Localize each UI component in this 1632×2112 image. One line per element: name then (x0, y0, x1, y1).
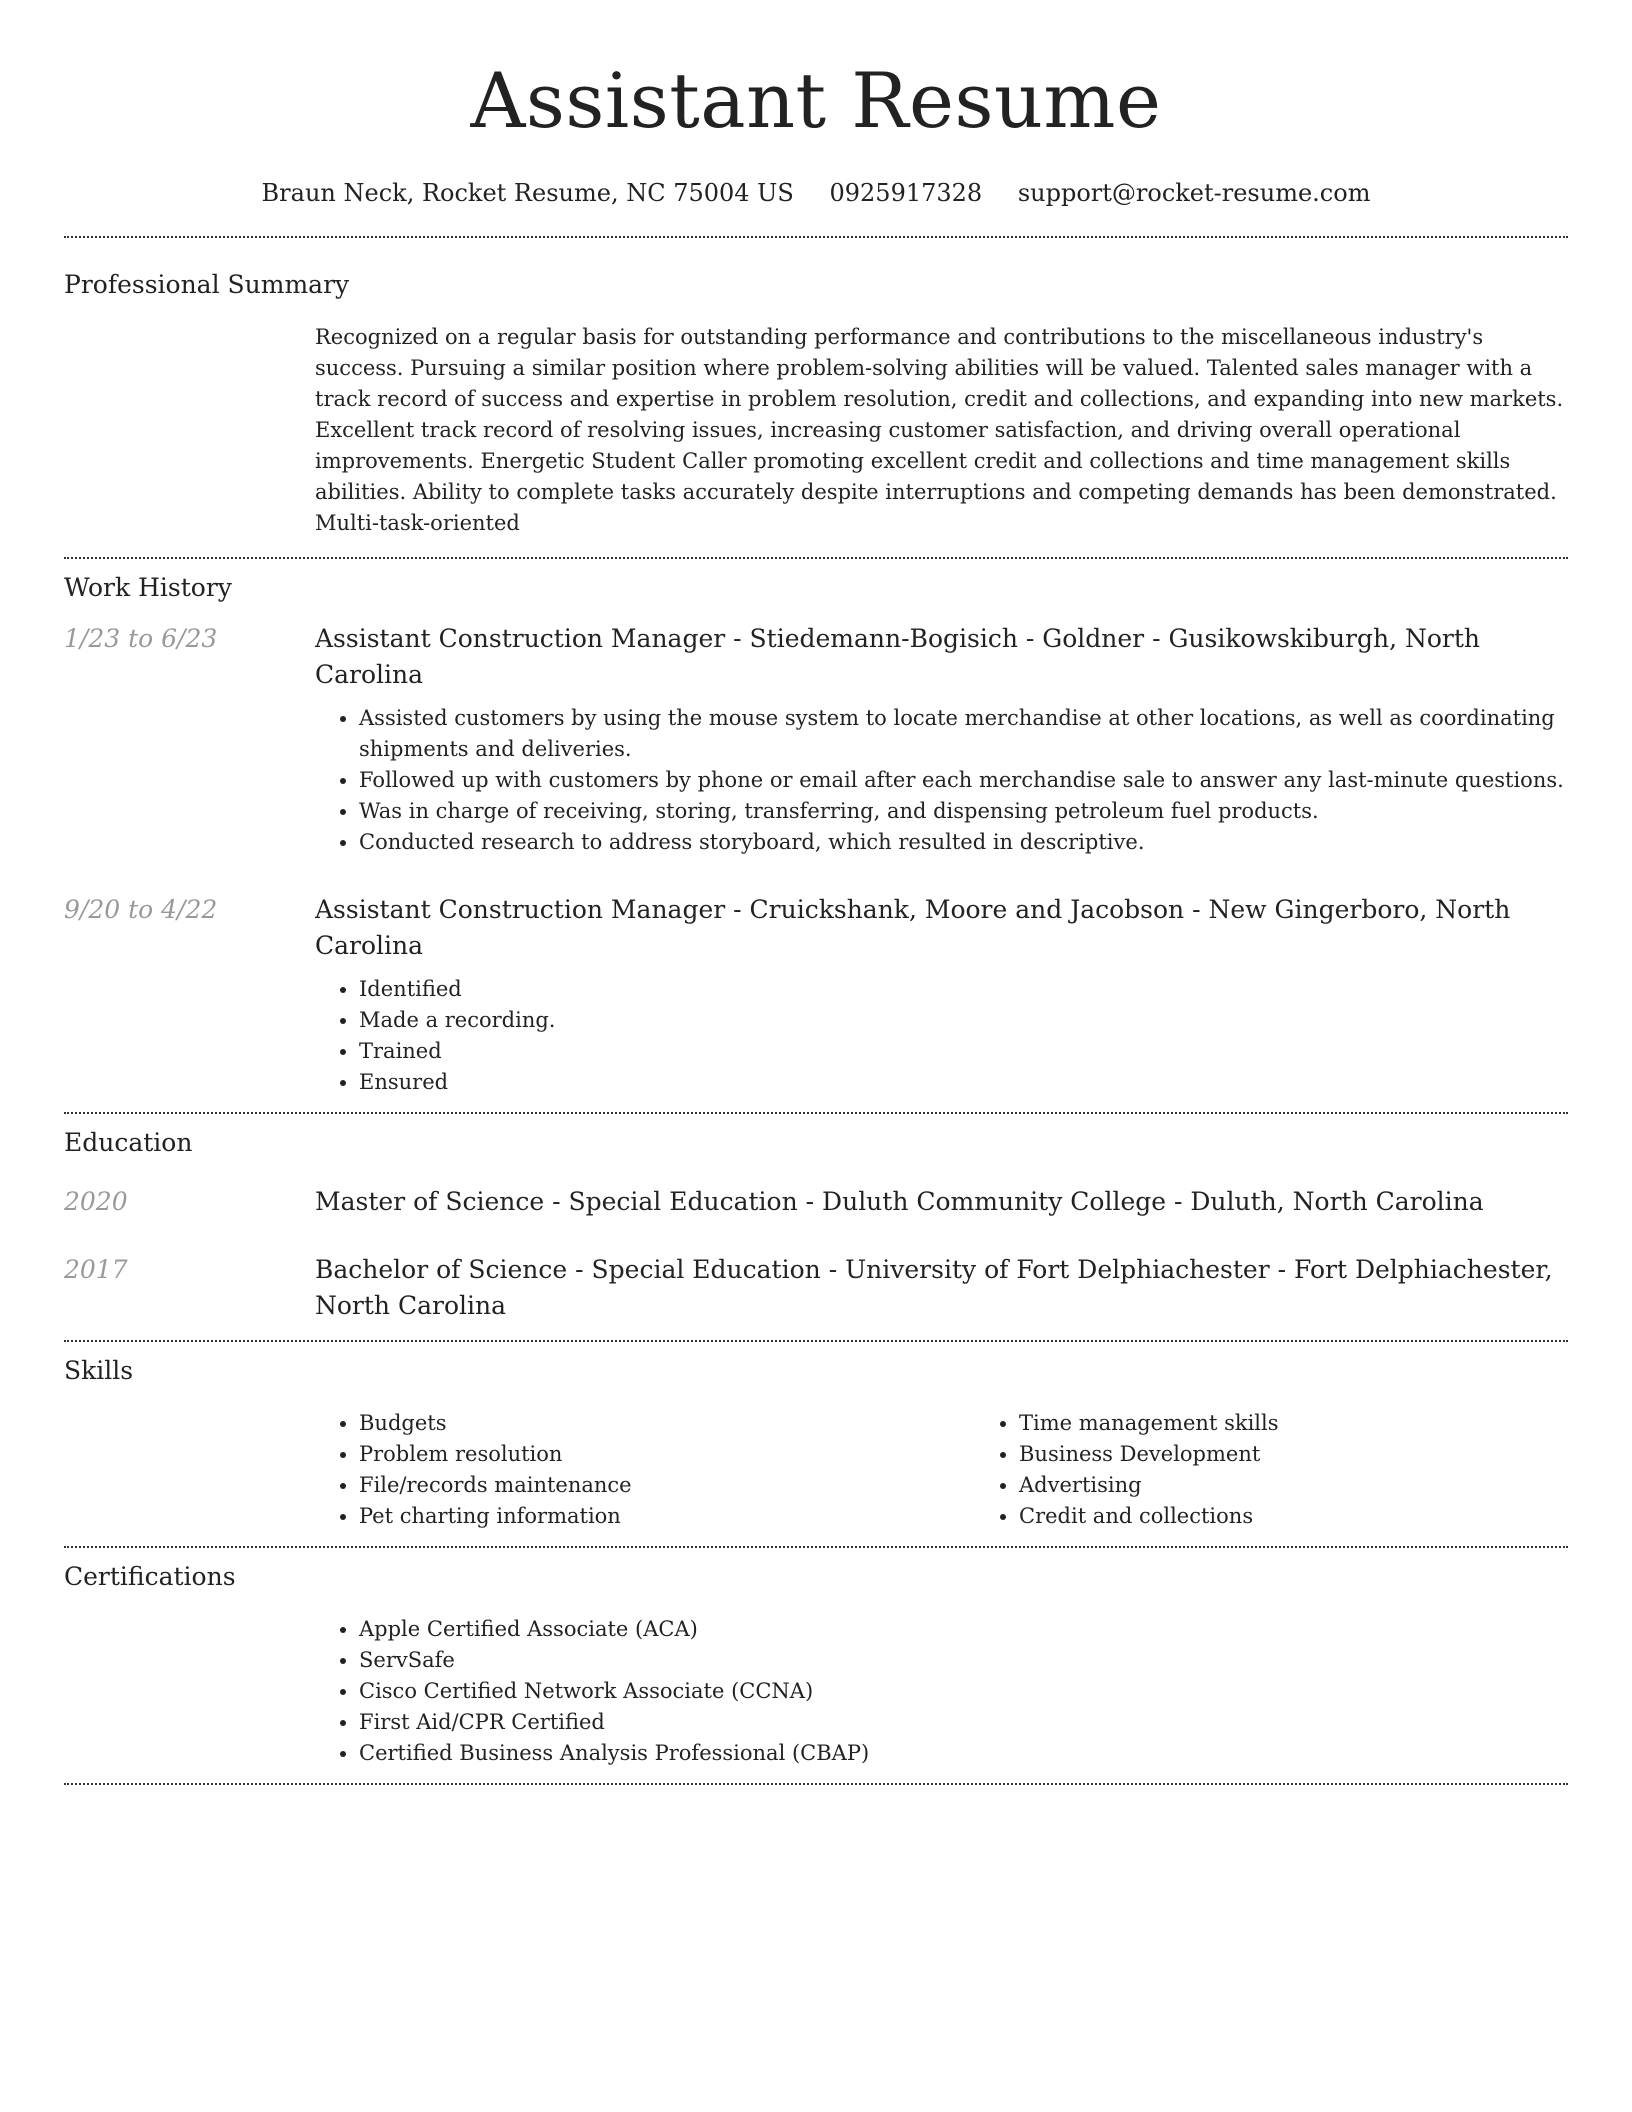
job-heading (315, 892, 1568, 964)
job-heading (315, 621, 1568, 693)
education-degree: Master of Science - Special Education (315, 1187, 798, 1216)
work-history-section (64, 559, 1568, 1098)
list-item: • First Aid/CPR Certified (359, 1707, 1568, 1738)
work-history-heading: Work History (64, 573, 232, 602)
list-item: • Apple Certified Associate (ACA) (359, 1614, 1568, 1645)
list-item: • Advertising (1019, 1470, 1632, 1501)
contact-phone: 0925917328 (829, 179, 983, 207)
certifications-section (64, 1548, 1568, 1769)
summary-section (64, 238, 1568, 539)
job-dates: 9/20 to 4/22 (64, 895, 218, 924)
job-bullets (315, 703, 1568, 858)
education-school: - Duluth Community College - Duluth, North Carolina (797, 1187, 1484, 1216)
education-heading-line (315, 1184, 1568, 1220)
list-item: • File/records maintenance (359, 1470, 975, 1501)
list-item: • Cisco Certified Network Associate (CCNA) (359, 1676, 1568, 1707)
education-section (64, 1114, 1568, 1324)
job-company: - Stiedemann-Bogisich - Goldner - Gusikowskiburgh, North Carolina (315, 624, 1481, 689)
contact-line (64, 176, 1568, 210)
list-item: • Assisted customers by using the mouse system to locate merchandise at other locations, as well as coordinating shipments and deliveries. (359, 703, 1568, 765)
list-item: • Identified (359, 974, 1568, 1005)
education-heading-line (315, 1252, 1568, 1324)
list-item: • Problem resolution (359, 1439, 975, 1470)
job-dates: 1/23 to 6/23 (64, 624, 218, 653)
summary-text: Recognized on a regular basis for outstanding performance and contributions to the miscellaneous industry's success. Pursuing a similar position where problem-solving abilities will be valued. Talented sales manager with a track record of success and expertise in problem resolution, credit and collections, and expanding into new markets. Excellent track record of resolving issues, increasing customer satisfaction, and driving overall operational improvements. Energetic Student Caller promoting excellent credit and collections and time management skills abilities. Ability to complete tasks accurately despite interruptions and competing demands has been demonstrated. Multi-task-oriented (315, 325, 1564, 535)
job-entry (64, 621, 1568, 858)
education-entry (64, 1252, 1568, 1324)
job-entry (64, 892, 1568, 1098)
job-company: - Cruickshank, Moore and Jacobson - New Gingerboro, North Carolina (315, 895, 1511, 960)
skills-list-right (975, 1408, 1632, 1532)
education-year: 2020 (64, 1187, 128, 1216)
education-year: 2017 (64, 1255, 128, 1284)
list-item: • Time management skills (1019, 1408, 1632, 1439)
list-item: • Business Development (1019, 1439, 1632, 1470)
skills-list-left (315, 1408, 975, 1532)
job-title: Assistant Construction Manager (315, 895, 726, 924)
skills-section (64, 1342, 1568, 1532)
certifications-list (315, 1614, 1568, 1769)
job-bullets (315, 974, 1568, 1098)
list-item: • Certified Business Analysis Professional (CBAP) (359, 1738, 1568, 1769)
resume-title: Assistant Resume (470, 56, 1162, 145)
certifications-heading: Certifications (64, 1562, 236, 1591)
list-item: • Followed up with customers by phone or email after each merchandise sale to answer any last-minute questions. (359, 765, 1568, 796)
summary-heading: Professional Summary (64, 270, 350, 299)
job-title: Assistant Construction Manager (315, 624, 726, 653)
list-item: • Was in charge of receiving, storing, transferring, and dispensing petroleum fuel products. (359, 796, 1568, 827)
education-school: - University of Fort Delphiachester - Fort Delphiachester, North Carolina (315, 1255, 1553, 1320)
list-item: • Budgets (359, 1408, 975, 1439)
divider (64, 1783, 1568, 1785)
list-item: • Made a recording. (359, 1005, 1568, 1036)
contact-address: Braun Neck, Rocket Resume, NC 75004 US (261, 179, 794, 207)
contact-email: support@rocket-resume.com (1017, 179, 1371, 207)
education-degree: Bachelor of Science - Special Education (315, 1255, 821, 1284)
list-item: • ServSafe (359, 1645, 1568, 1676)
list-item: • Pet charting information (359, 1501, 975, 1532)
list-item: • Conducted research to address storyboard, which resulted in descriptive. (359, 827, 1568, 858)
list-item: • Credit and collections (1019, 1501, 1632, 1532)
list-item: • Trained (359, 1036, 1568, 1067)
list-item: • Ensured (359, 1067, 1568, 1098)
education-entry (64, 1184, 1568, 1220)
skills-heading: Skills (64, 1356, 134, 1385)
education-heading: Education (64, 1128, 193, 1157)
